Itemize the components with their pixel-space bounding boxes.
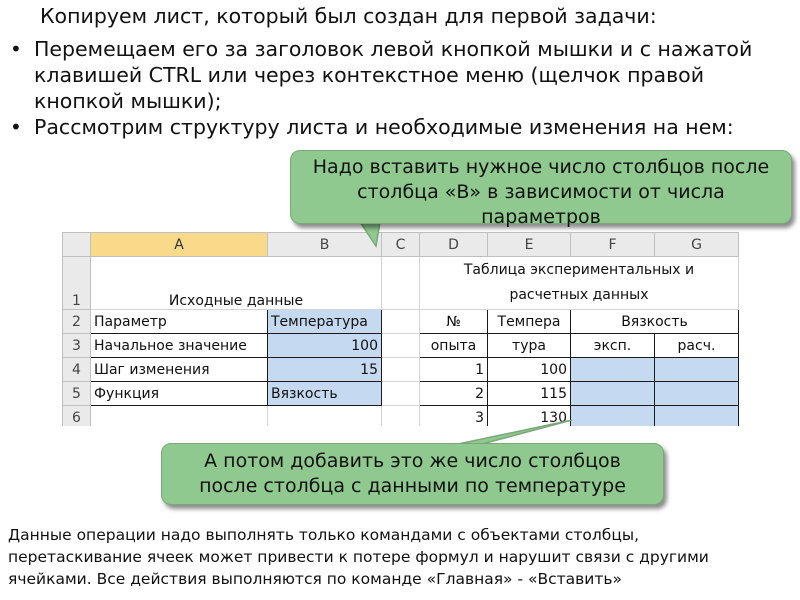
row-header-6[interactable]: 6 <box>63 406 91 427</box>
column-header-e[interactable]: E <box>488 233 571 257</box>
row-header-5[interactable]: 5 <box>63 382 91 406</box>
param-label-cell[interactable]: Начальное значение <box>91 334 268 358</box>
row-header-1[interactable]: 1 <box>63 257 91 310</box>
callout-line: параметров <box>481 206 601 228</box>
experiment-temp-cell[interactable]: 115 <box>488 382 571 406</box>
callout-bottom-pointer <box>458 420 572 444</box>
column-header-f[interactable]: F <box>571 233 655 257</box>
row-header-2[interactable]: 2 <box>63 310 91 334</box>
experiment-temp-cell[interactable]: 100 <box>488 358 571 382</box>
callout-insert-columns <box>290 150 792 228</box>
column-header-a[interactable]: A <box>91 233 268 257</box>
experiment-number-cell[interactable]: 2 <box>420 382 488 406</box>
callout-top-pointer <box>360 222 380 246</box>
bullet-line: клавишей CTRL или через контекстное меню (щелчок правой <box>34 63 705 87</box>
column-header-b[interactable]: B <box>268 233 382 257</box>
param-value-cell[interactable]: 100 <box>268 334 382 358</box>
note-line: перетаскивание ячеек может привести к потере формул и нарушит связи с другими <box>8 548 709 566</box>
slide-heading: Копируем лист, который был создан для первой задачи: <box>40 4 657 28</box>
num-header-cell[interactable]: № <box>420 310 488 334</box>
table-title-line: Таблица экспериментальных и <box>463 262 695 278</box>
temp-col-header-cell[interactable]: Темпера <box>488 310 571 334</box>
callout-line: после столбца с данными по температуре <box>199 475 626 497</box>
column-header-d[interactable]: D <box>420 233 488 257</box>
callout-add-columns <box>161 443 664 505</box>
callout-line: столбца «В» в зависимости от числа <box>357 181 725 203</box>
temp-header-cell[interactable]: Температура <box>268 310 382 334</box>
table-title-line: расчетных данных <box>509 287 649 303</box>
param-label-cell[interactable]: Функция <box>91 382 268 406</box>
viscosity-calc-header[interactable]: расч. <box>655 334 739 358</box>
bullet-line: Рассмотрим структуру листа и необходимые изменения на нем: <box>34 115 734 139</box>
viscosity-header-cell[interactable]: Вязкость <box>571 310 739 334</box>
viscosity-exp-header[interactable]: эксп. <box>571 334 655 358</box>
param-value-cell[interactable]: Вязкость <box>268 382 382 406</box>
callout-line: Надо вставить нужное число столбцов после <box>312 156 770 178</box>
experiment-temp-cell[interactable]: 130 <box>488 406 571 427</box>
column-header-g[interactable]: G <box>655 233 739 257</box>
callout-line: А потом добавить это же число столбцов <box>204 450 621 472</box>
temp-col-header-cell-2[interactable]: тура <box>488 334 571 358</box>
experiment-number-cell[interactable]: 3 <box>420 406 488 427</box>
bullet-line: Перемещаем его за заголовок левой кнопкой мышки и с нажатой <box>34 37 753 61</box>
row-header-4[interactable]: 4 <box>63 358 91 382</box>
note-line: ячейками. Все действия выполняются по команде «Главная» - «Вставить» <box>8 570 623 588</box>
param-value-cell[interactable]: 15 <box>268 358 382 382</box>
bullet-line: кнопкой мышки); <box>34 89 222 113</box>
row-header-3[interactable]: 3 <box>63 334 91 358</box>
param-header-cell[interactable]: Параметр <box>91 310 268 334</box>
bullet-dot-icon: • <box>10 37 22 61</box>
source-data-title[interactable]: Исходные данные <box>91 257 382 310</box>
bullet-dot-icon: • <box>10 115 22 139</box>
note-line: Данные операции надо выполнять только командами с объектами столбцы, <box>8 526 640 544</box>
num-header-cell-2[interactable]: опыта <box>420 334 488 358</box>
experiment-number-cell[interactable]: 1 <box>420 358 488 382</box>
column-header-c[interactable]: C <box>382 233 420 257</box>
param-label-cell[interactable]: Шаг изменения <box>91 358 268 382</box>
